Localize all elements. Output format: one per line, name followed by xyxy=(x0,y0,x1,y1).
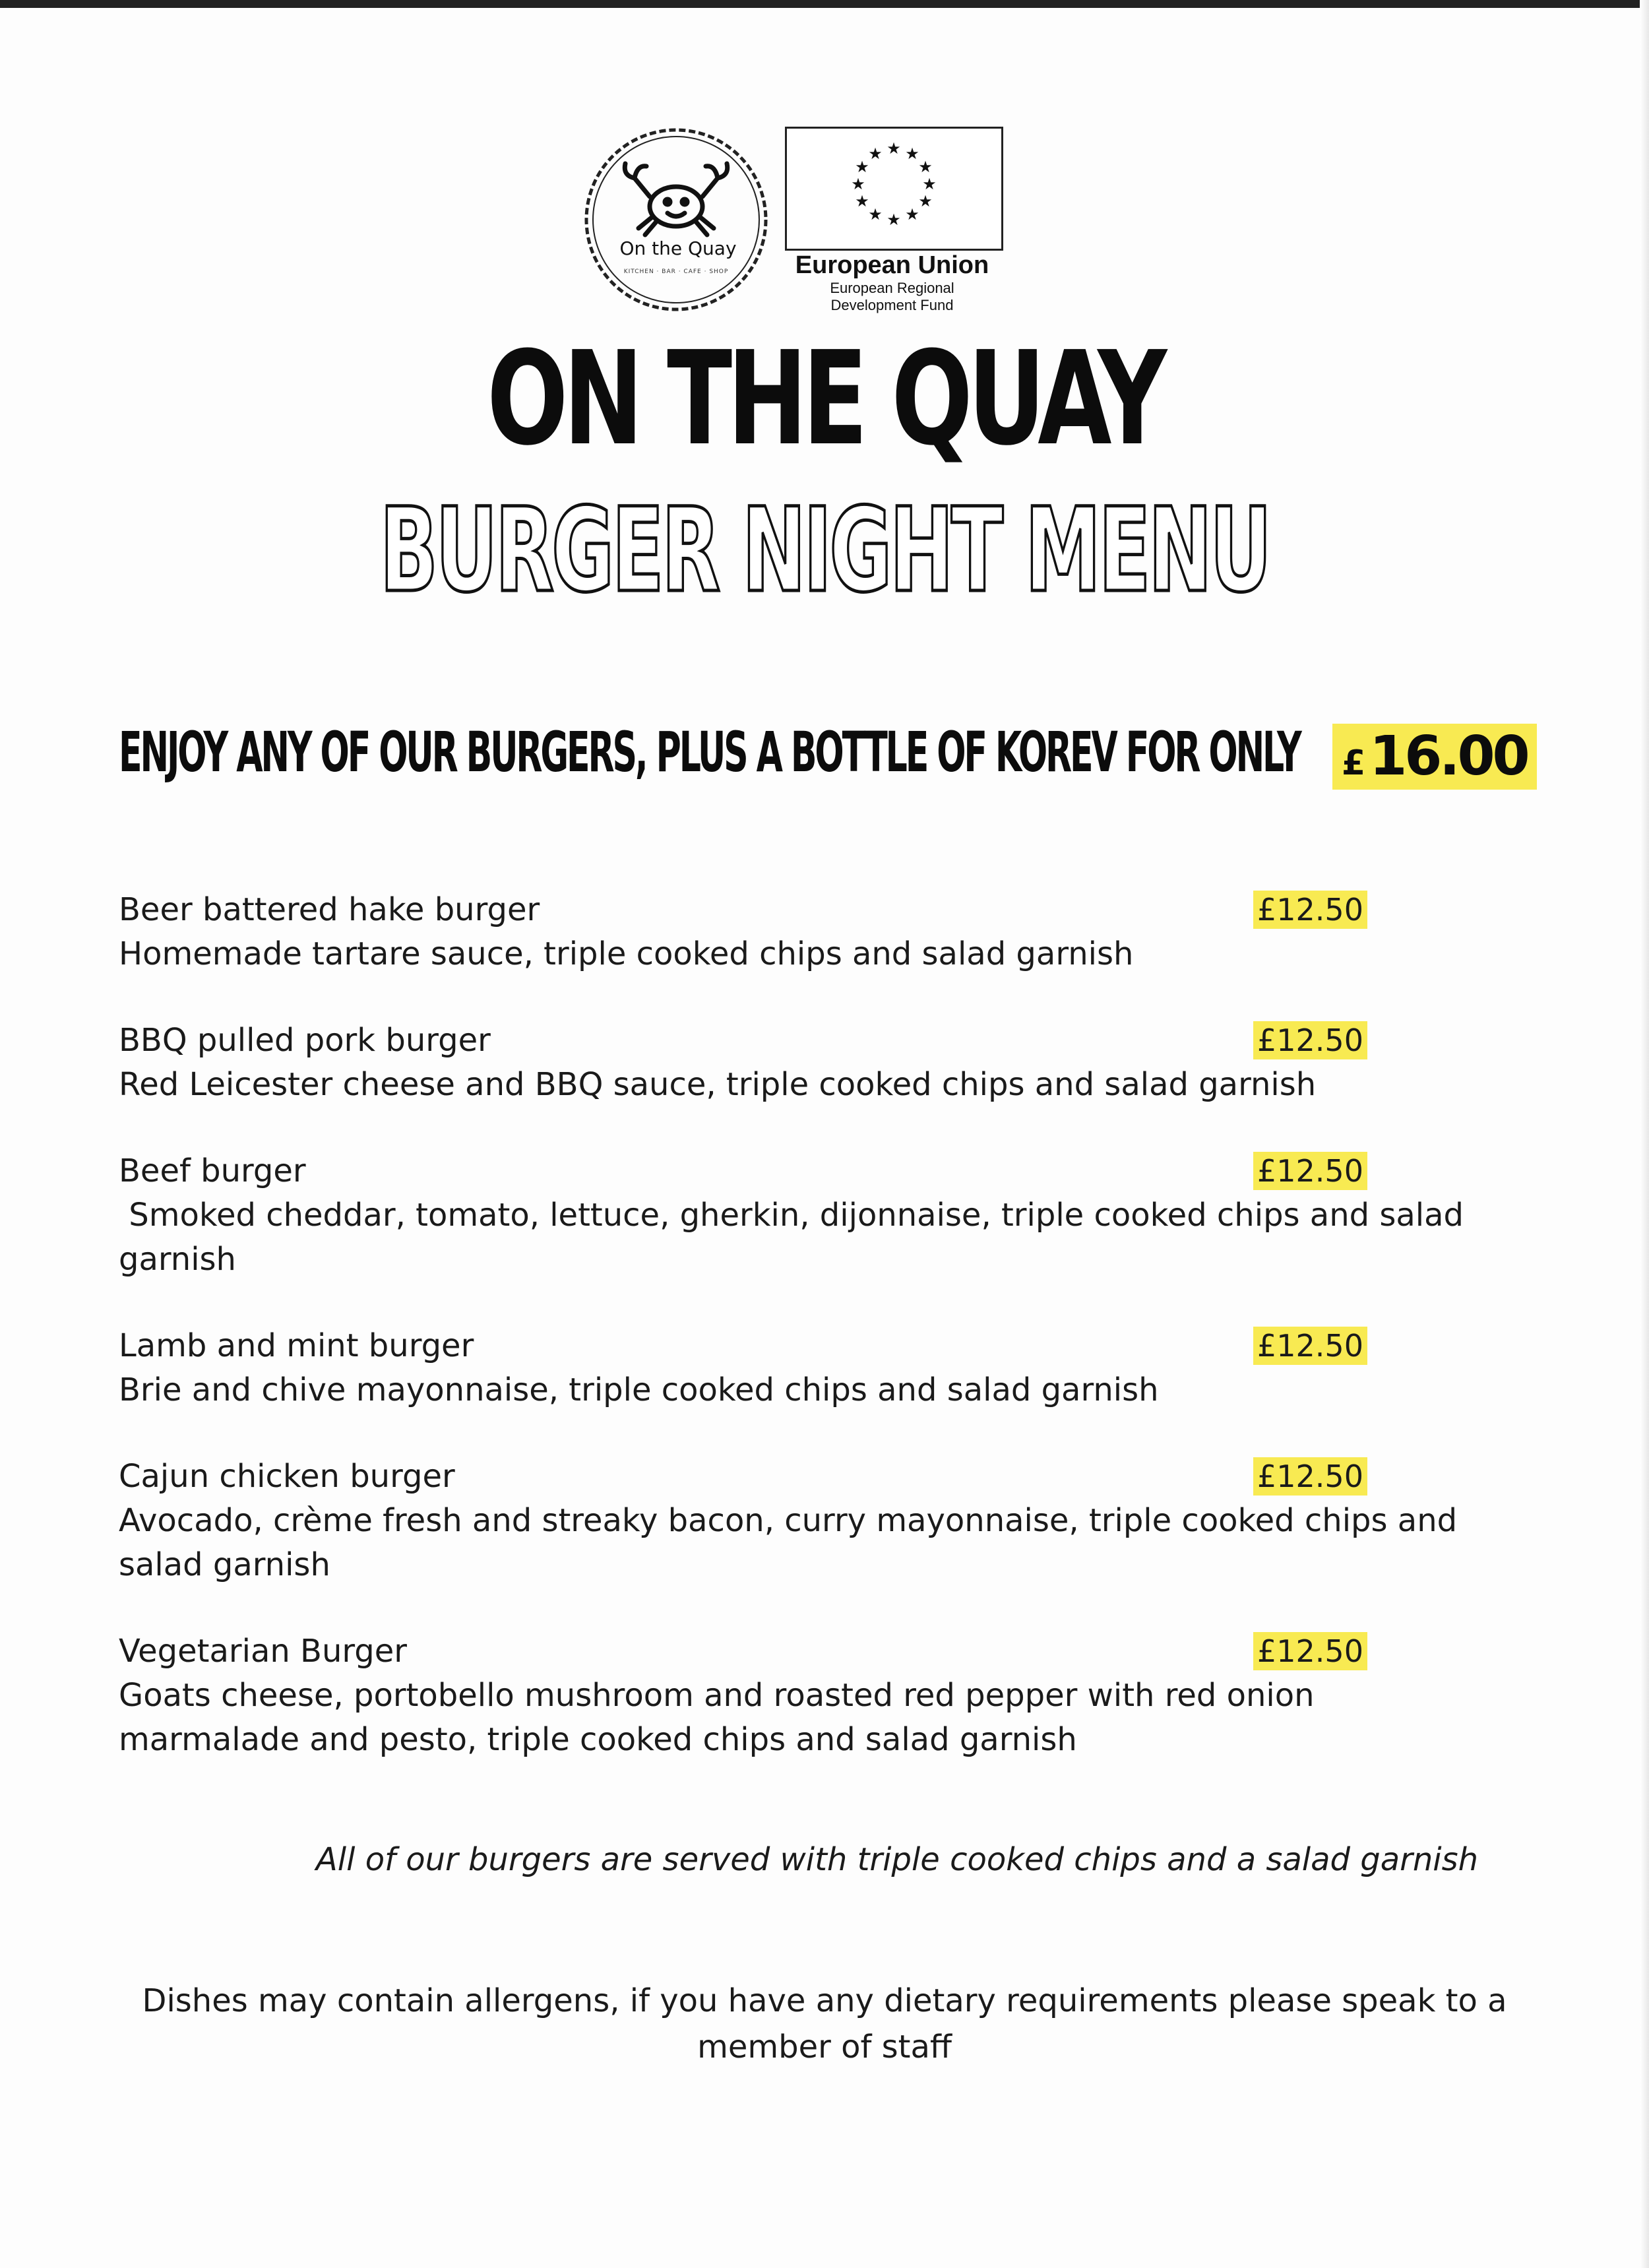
menu-item-name: Beef burger xyxy=(119,1152,306,1189)
restaurant-logo-tagline: KITCHEN · BAR · CAFE · SHOP xyxy=(623,268,729,275)
offer-price-value: 16.00 xyxy=(1369,725,1528,788)
menu-item-name: Lamb and mint burger xyxy=(119,1327,474,1364)
menu-item-name: BBQ pulled pork burger xyxy=(119,1022,491,1059)
offer-banner xyxy=(119,716,1352,788)
menu-item-description: Brie and chive mayonnaise, triple cooked chips and salad garnish xyxy=(119,1371,1159,1408)
menu-list xyxy=(119,888,1478,1804)
menu-subtitle: BURGER NIGHT MENU xyxy=(379,483,1270,618)
svg-text:★: ★ xyxy=(905,205,919,224)
svg-text:★: ★ xyxy=(922,175,937,193)
menu-item-price: £12.50 xyxy=(1253,1632,1367,1670)
scan-border-top xyxy=(0,0,1649,8)
eu-title: European Union xyxy=(795,251,989,279)
svg-text:★: ★ xyxy=(905,144,919,163)
allergen-notice: Dishes may contain allergens, if you have any dietary requirements please speak to a member of staff xyxy=(142,1982,1507,2065)
menu-item-description: Avocado, crème fresh and streaky bacon, curry mayonnaise, triple cooked chips and salad garnish xyxy=(119,1502,1468,1583)
menu-item xyxy=(119,888,1478,976)
menu-item-name: Cajun chicken burger xyxy=(119,1458,455,1495)
menu-item-description: Smoked cheddar, tomato, lettuce, gherkin, dijonnaise, triple cooked chips and salad garnish xyxy=(119,1197,1474,1278)
menu-item-price: £12.50 xyxy=(1253,1327,1367,1365)
svg-text:★: ★ xyxy=(855,158,869,176)
menu-item-description: Homemade tartare sauce, triple cooked chips and salad garnish xyxy=(119,935,1134,972)
svg-text:★: ★ xyxy=(868,144,883,163)
menu-item xyxy=(119,1629,1478,1762)
menu-item-price: £12.50 xyxy=(1253,1152,1367,1190)
offer-price xyxy=(1332,724,1537,790)
serving-note: All of our burgers are served with triple cooked chips and a salad garnish xyxy=(315,1841,1479,1878)
menu-item-name: Beer battered hake burger xyxy=(119,891,540,928)
menu-item-price: £12.50 xyxy=(1253,1021,1367,1059)
svg-text:★: ★ xyxy=(887,210,901,229)
menu-item xyxy=(119,1149,1478,1282)
svg-text:★: ★ xyxy=(851,175,865,193)
offer-currency: £ xyxy=(1342,743,1366,783)
restaurant-logo xyxy=(580,124,772,315)
svg-text:★: ★ xyxy=(887,139,901,158)
menu-item xyxy=(119,1455,1478,1587)
menu-item-description: Goats cheese, portobello mushroom and roasted red pepper with red onion marmalade and pesto, triple cooked chips and salad garnish xyxy=(119,1677,1324,1758)
restaurant-logo-name: On the Quay xyxy=(619,237,737,259)
svg-text:★: ★ xyxy=(918,158,933,176)
offer-text: ENJOY ANY OF OUR BURGERS, PLUS A BOTTLE OF KOREV FOR ONLY xyxy=(119,720,1300,784)
eu-subtitle-line2: Development Fund xyxy=(830,297,954,313)
page-title: ON THE QUAY xyxy=(487,324,1162,474)
menu-item xyxy=(119,1324,1478,1412)
crab-icon xyxy=(625,164,727,235)
svg-text:★: ★ xyxy=(868,205,883,224)
menu-item-price: £12.50 xyxy=(1253,891,1367,929)
menu-item-description: Red Leicester cheese and BBQ sauce, triple cooked chips and salad garnish xyxy=(119,1066,1317,1103)
svg-text:★: ★ xyxy=(855,192,869,210)
menu-item xyxy=(119,1019,1478,1107)
eu-subtitle-line1: European Regional xyxy=(830,280,954,296)
eu-flag-icon xyxy=(785,127,1003,251)
scan-border-right xyxy=(1640,0,1649,2268)
eu-logo-text xyxy=(765,251,1019,314)
svg-text:★: ★ xyxy=(918,192,933,210)
menu-item-price: £12.50 xyxy=(1253,1457,1367,1496)
menu-item-name: Vegetarian Burger xyxy=(119,1633,408,1670)
